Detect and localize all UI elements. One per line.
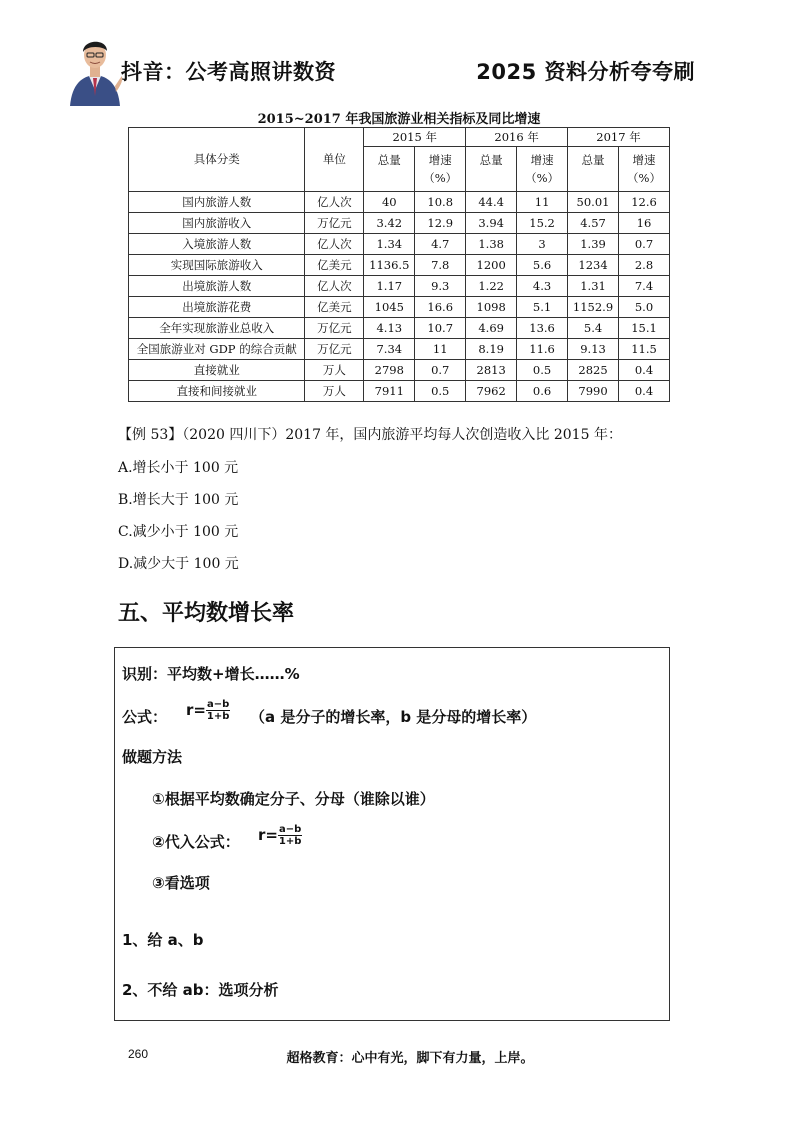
cell-value: 2.8: [619, 255, 670, 276]
cell-value: 7.4: [619, 276, 670, 297]
row-unit: 万人: [305, 381, 364, 402]
cell-value: 1136.5: [364, 255, 415, 276]
row-unit: 亿美元: [305, 255, 364, 276]
cell-value: 1.39: [568, 234, 619, 255]
cell-value: 1.22: [466, 276, 517, 297]
option-c: C.减少小于 100 元: [118, 524, 239, 540]
cell-value: 3.42: [364, 213, 415, 234]
option-b: B.增长大于 100 元: [118, 492, 239, 508]
header-category: 具体分类: [129, 128, 305, 192]
row-unit: 亿人次: [305, 276, 364, 297]
cell-value: 9.3: [415, 276, 466, 297]
cell-value: 7.34: [364, 339, 415, 360]
cell-value: 11.6: [517, 339, 568, 360]
cell-value: 10.7: [415, 318, 466, 339]
cell-value: 3.94: [466, 213, 517, 234]
cell-value: 11.5: [619, 339, 670, 360]
formula-numerator: a−b: [206, 699, 230, 710]
cell-value: 1045: [364, 297, 415, 318]
presenter-avatar: [66, 30, 124, 106]
formula-note: （a 是分子的增长率，b 是分母的增长率）: [250, 708, 537, 726]
cell-value: 13.6: [517, 318, 568, 339]
cell-value: 0.6: [517, 381, 568, 402]
row-unit: 万亿元: [305, 213, 364, 234]
cell-value: 1.38: [466, 234, 517, 255]
header-growth: 增速 （%）: [619, 147, 670, 192]
row-unit: 万亿元: [305, 339, 364, 360]
cell-value: 7.8: [415, 255, 466, 276]
question-stem: 【例 53】（2020 四川下）2017 年，国内旅游平均每人次创造收入比 2015 年：: [118, 427, 622, 443]
formula-r: r=: [186, 701, 206, 719]
row-category: 实现国际旅游收入: [129, 255, 305, 276]
cell-value: 5.0: [619, 297, 670, 318]
step-3: ③看选项: [152, 874, 210, 892]
row-category: 出境旅游花费: [129, 297, 305, 318]
table-row: [129, 234, 670, 255]
formula-numerator: a−b: [278, 824, 302, 835]
table-row: [129, 360, 670, 381]
cell-value: 0.7: [619, 234, 670, 255]
cell-value: 44.4: [466, 192, 517, 213]
table-row: [129, 339, 670, 360]
cell-value: 5.4: [568, 318, 619, 339]
cell-value: 1.17: [364, 276, 415, 297]
cell-value: 10.8: [415, 192, 466, 213]
cell-value: 4.57: [568, 213, 619, 234]
cell-value: 11: [415, 339, 466, 360]
cell-value: 4.69: [466, 318, 517, 339]
row-category: 全国旅游业对 GDP 的综合贡献: [129, 339, 305, 360]
header-year-2016: 2016 年: [466, 128, 568, 147]
header-year-2017: 2017 年: [568, 128, 670, 147]
footer-slogan: 超格教育：心中有光，脚下有力量，上岸。: [286, 1051, 534, 1066]
table-row: [129, 213, 670, 234]
row-category: 直接和间接就业: [129, 381, 305, 402]
cell-value: 7962: [466, 381, 517, 402]
cell-value: 7990: [568, 381, 619, 402]
header-growth: 增速 （%）: [415, 147, 466, 192]
cell-value: 7911: [364, 381, 415, 402]
table-row: [129, 276, 670, 297]
option-a: A.增长小于 100 元: [118, 460, 239, 476]
tourism-data-table: [128, 127, 670, 402]
cell-value: 0.4: [619, 381, 670, 402]
cell-value: 4.7: [415, 234, 466, 255]
row-unit: 亿人次: [305, 234, 364, 255]
formula-denominator: 1+b: [206, 711, 230, 722]
row-category: 国内旅游收入: [129, 213, 305, 234]
row-category: 出境旅游人数: [129, 276, 305, 297]
header-year-2015: 2015 年: [364, 128, 466, 147]
cell-value: 0.5: [517, 360, 568, 381]
table-row: [129, 297, 670, 318]
table-header-row: [129, 128, 670, 147]
cell-value: 16: [619, 213, 670, 234]
cell-value: 5.1: [517, 297, 568, 318]
header-total: 总量: [364, 147, 415, 192]
cell-value: 12.9: [415, 213, 466, 234]
case-1: 1、给 a、b: [122, 931, 204, 949]
header-left-title: 抖音：公考高照讲数资: [121, 60, 336, 84]
table-title: 2015~2017 年我国旅游业相关指标及同比增速: [257, 112, 541, 127]
header-total: 总量: [568, 147, 619, 192]
header-right-title: 2025 资料分析夸夸刷: [476, 60, 695, 84]
row-unit: 亿人次: [305, 192, 364, 213]
formula-fraction: [206, 699, 230, 722]
cell-value: 4.3: [517, 276, 568, 297]
cell-value: 50.01: [568, 192, 619, 213]
table-row: [129, 255, 670, 276]
cell-value: 1152.9: [568, 297, 619, 318]
table-row: [129, 381, 670, 402]
row-category: 国内旅游人数: [129, 192, 305, 213]
identify-line: 识别：平均数+增长……%: [122, 665, 300, 683]
formula-r: r=: [258, 826, 278, 844]
cell-value: 1234: [568, 255, 619, 276]
option-d: D.减少大于 100 元: [118, 556, 239, 572]
formula-fraction: [278, 824, 302, 847]
method-title: 做题方法: [122, 748, 183, 766]
case-2: 2、不给 ab：选项分析: [122, 981, 279, 999]
section-title: 五、平均数增长率: [118, 601, 295, 626]
cell-value: 2798: [364, 360, 415, 381]
header-growth: 增速 （%）: [517, 147, 568, 192]
cell-value: 8.19: [466, 339, 517, 360]
step-1: ①根据平均数确定分子、分母（谁除以谁）: [152, 790, 435, 808]
cell-value: 12.6: [619, 192, 670, 213]
cell-value: 1098: [466, 297, 517, 318]
table-row: [129, 192, 670, 213]
formula-label: 公式：: [122, 708, 168, 726]
step-2-formula: [258, 824, 302, 847]
cell-value: 1.31: [568, 276, 619, 297]
row-category: 直接就业: [129, 360, 305, 381]
cell-value: 15.1: [619, 318, 670, 339]
header-unit: 单位: [305, 128, 364, 192]
cell-value: 5.6: [517, 255, 568, 276]
cell-value: 0.4: [619, 360, 670, 381]
cell-value: 2813: [466, 360, 517, 381]
row-unit: 万亿元: [305, 318, 364, 339]
page-number: 260: [128, 1047, 149, 1061]
cell-value: 16.6: [415, 297, 466, 318]
step-2: ②代入公式：: [152, 833, 240, 851]
header-total: 总量: [466, 147, 517, 192]
cell-value: 15.2: [517, 213, 568, 234]
cell-value: 0.5: [415, 381, 466, 402]
row-unit: 万人: [305, 360, 364, 381]
row-unit: 亿美元: [305, 297, 364, 318]
row-category: 入境旅游人数: [129, 234, 305, 255]
cell-value: 2825: [568, 360, 619, 381]
cell-value: 11: [517, 192, 568, 213]
cell-value: 0.7: [415, 360, 466, 381]
table-row: [129, 318, 670, 339]
cell-value: 1.34: [364, 234, 415, 255]
cell-value: 3: [517, 234, 568, 255]
cell-value: 40: [364, 192, 415, 213]
cell-value: 1200: [466, 255, 517, 276]
formula-denominator: 1+b: [278, 836, 302, 847]
row-category: 全年实现旅游业总收入: [129, 318, 305, 339]
formula: [186, 699, 230, 722]
cell-value: 9.13: [568, 339, 619, 360]
cell-value: 4.13: [364, 318, 415, 339]
